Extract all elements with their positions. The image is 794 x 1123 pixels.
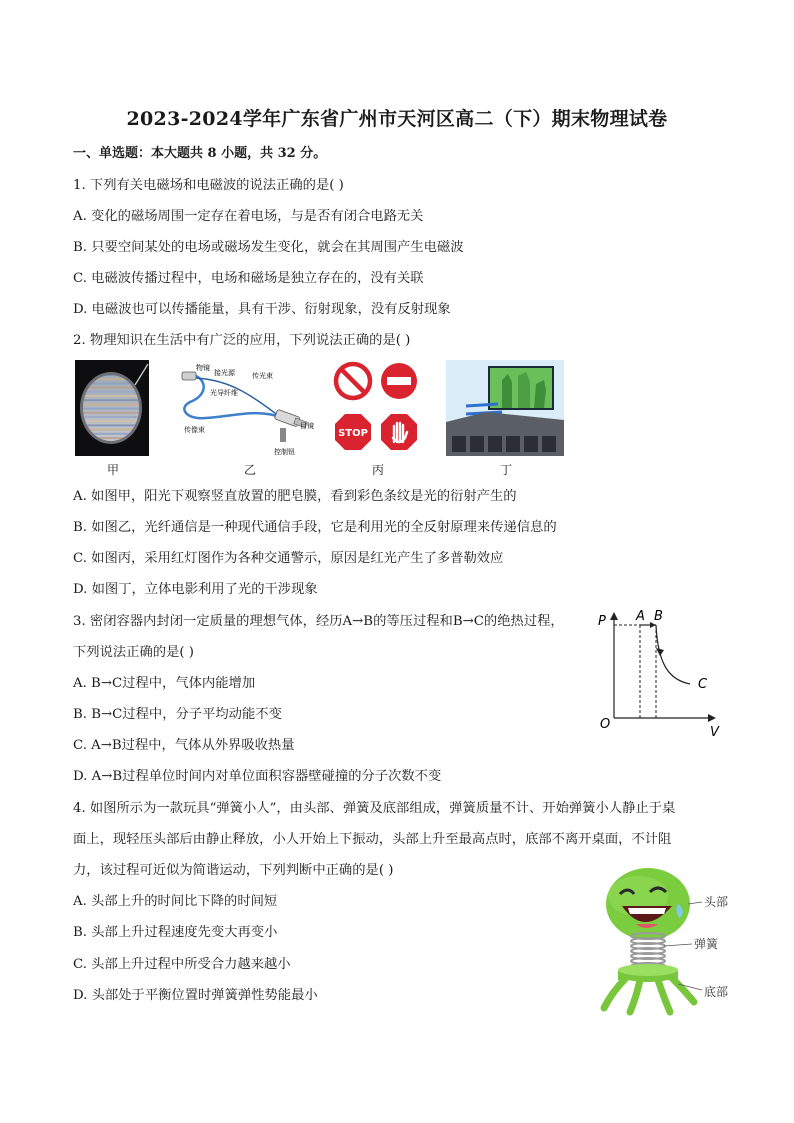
origin-label: O bbox=[600, 717, 611, 732]
exam-title: 2023-2024学年广东省广州市天河区高二（下）期末物理试卷 bbox=[126, 108, 668, 130]
cinema-seat bbox=[488, 436, 502, 452]
q4-option-d: D. 头部处于平衡位置时弹簧弹性势能最小 bbox=[73, 988, 318, 1003]
q4-stem-line3: 力，该过程可近似为简谐运动，下列判断中正确的是( ) bbox=[73, 863, 394, 878]
q3-option-d: D. A→B过程单位时间内对单位面积容器壁碰撞的分子次数不变 bbox=[73, 769, 442, 784]
film-fringe bbox=[75, 403, 149, 405]
fiber-label-objective: 物镜 bbox=[196, 364, 210, 372]
q1-option-d: D. 电磁波也可以传播能量，具有干涉、衍射现象，没有反射现象 bbox=[73, 302, 451, 317]
q3-stem-line2: 下列说法正确的是( ) bbox=[73, 645, 194, 660]
q2-option-b: B. 如图乙，光纤通信是一种现代通信手段，它是利用光的全反射原理来传递信息的 bbox=[73, 520, 557, 535]
optical-fiber-figure bbox=[176, 358, 326, 458]
cinema-seat bbox=[452, 436, 466, 452]
fiber-label-transmit: 传光束 bbox=[252, 372, 273, 380]
fiber-label-image: 传像束 bbox=[184, 426, 205, 434]
q1-option-b: B. 只要空间某处的电场或磁场发生变化，就会在其周围产生电磁波 bbox=[73, 240, 464, 255]
q4-stem-line2: 面上，现轻压头部后由静止释放，小人开始上下振动，头部上升至最高点时，底部不离开桌面，不计阻 bbox=[73, 832, 672, 847]
spring-toy-figure bbox=[598, 866, 748, 1018]
q2-option-d: D. 如图丁，立体电影利用了光的干涉现象 bbox=[73, 582, 318, 597]
q1-option-a: A. 变化的磁场周围一定存在着电场，与是否有闭合电路无关 bbox=[73, 209, 424, 224]
bc-process-curve bbox=[656, 625, 690, 684]
cinema-seat bbox=[470, 436, 484, 452]
q2-option-c: C. 如图丙，采用红灯图作为各种交通警示，原因是红光产生了多普勒效应 bbox=[73, 551, 504, 566]
section-heading: 一、单选题：本大题共 8 小题，共 32 分。 bbox=[73, 146, 327, 161]
toy-label-base: 底部 bbox=[704, 985, 729, 999]
toy-label-head: 头部 bbox=[704, 895, 729, 909]
fiber-label-control: 控制钮 bbox=[274, 448, 295, 456]
v-axis-label: V bbox=[710, 725, 719, 740]
figure-caption-ding: 丁 bbox=[500, 463, 513, 477]
q3-option-b: B. B→C过程中，分子平均动能不变 bbox=[73, 707, 282, 722]
figure-caption-bing: 丙 bbox=[372, 463, 385, 477]
figure-caption-jia: 甲 bbox=[107, 463, 120, 477]
traffic-signs-figure bbox=[331, 360, 423, 452]
q3-option-c: C. A→B过程中，气体从外界吸收热量 bbox=[73, 738, 295, 753]
cinema-seat bbox=[506, 436, 520, 452]
cinema-seat bbox=[542, 436, 556, 452]
fiber-label-fiber: 光导纤维 bbox=[210, 389, 238, 397]
q3-option-a: A. B→C过程中，气体内能增加 bbox=[73, 676, 256, 691]
q3-stem-line1: 3. 密闭容器内封闭一定质量的理想气体，经历A→B的等压过程和B→C的绝热过程， bbox=[73, 614, 564, 629]
film-fringe bbox=[75, 412, 149, 414]
q1-stem: 1. 下列有关电磁场和电磁波的说法正确的是( ) bbox=[73, 178, 344, 193]
q4-option-b: B. 头部上升过程速度先变大再变小 bbox=[73, 925, 278, 940]
point-a-label: A bbox=[636, 609, 645, 624]
q2-option-a: A. 如图甲，阳光下观察竖直放置的肥皂膜，看到彩色条纹是光的衍射产生的 bbox=[73, 489, 517, 504]
film-fringe bbox=[75, 399, 149, 401]
3d-movie-figure bbox=[446, 360, 564, 456]
cinema-seat bbox=[524, 436, 538, 452]
q1-option-c: C. 电磁波传播过程中，电场和磁场是独立存在的，没有关联 bbox=[73, 271, 424, 286]
fiber-label-eyepiece: 目镜 bbox=[300, 422, 314, 430]
toy-label-spring: 弹簧 bbox=[694, 937, 719, 951]
q4-option-a: A. 头部上升的时间比下降的时间短 bbox=[73, 894, 278, 909]
figure-caption-yi: 乙 bbox=[244, 463, 257, 477]
fiber-label-source: 接光源 bbox=[214, 369, 235, 377]
toy-spring bbox=[631, 933, 665, 969]
p-axis-label: P bbox=[598, 614, 606, 629]
pv-graph bbox=[594, 606, 726, 740]
q2-stem: 2. 物理知识在生活中有广泛的应用，下列说法正确的是( ) bbox=[73, 333, 411, 348]
point-c-label: C bbox=[698, 677, 708, 692]
q4-option-c: C. 头部上升过程中所受合力越来越小 bbox=[73, 957, 291, 972]
stop-sign-text: STOP bbox=[338, 428, 368, 439]
point-b-label: B bbox=[654, 609, 663, 624]
film-fringe bbox=[75, 408, 149, 410]
q4-stem-line1: 4. 如图所示为一款玩具“弹簧小人”，由头部、弹簧及底部组成，弹簧质量不计、开始弹簧小人静止于桌 bbox=[73, 801, 676, 816]
soap-film-figure bbox=[75, 360, 149, 456]
